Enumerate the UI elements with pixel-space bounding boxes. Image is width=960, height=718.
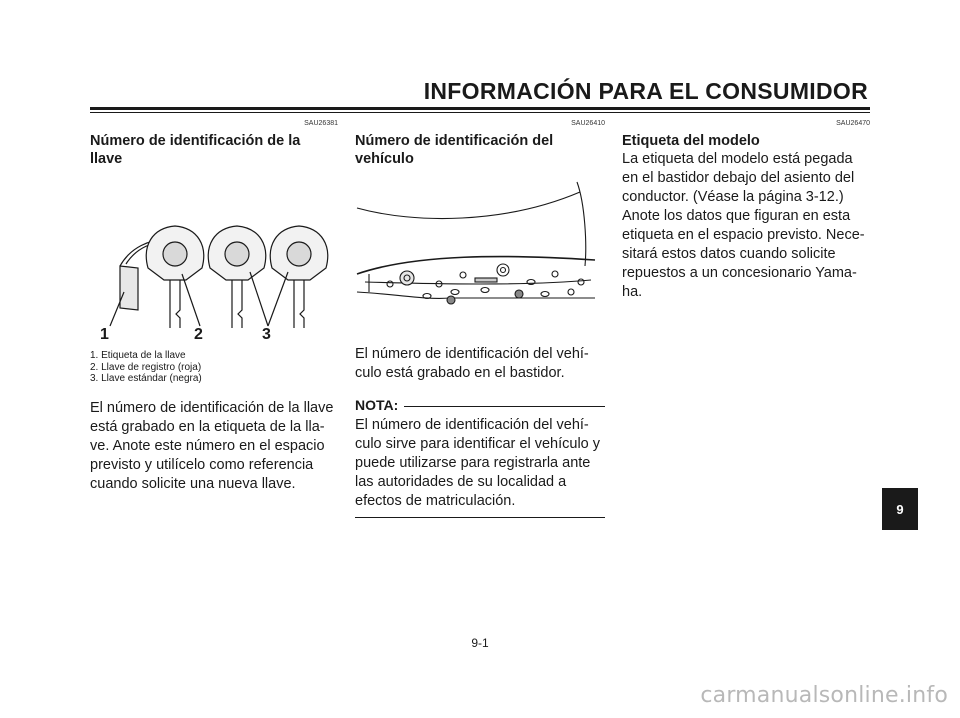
body-line: está grabado en la etiqueta de la lla-: [90, 418, 325, 435]
body-line: ve. Anote este número en el espacio: [90, 437, 325, 454]
body-line: culo está grabado en el bastidor.: [355, 365, 565, 381]
body-line: sitará estos datos cuando solicite: [622, 246, 836, 262]
figure-callout: 3: [262, 326, 271, 343]
section-code: SAU26410: [571, 120, 605, 127]
header-rule: [90, 107, 870, 110]
figure-caption: 1. Etiqueta de la llave: [90, 350, 186, 361]
watermark: carmanualsonline.info: [700, 683, 948, 708]
keys-illustration: [90, 168, 338, 328]
note-label: NOTA:: [355, 397, 404, 413]
header-rule-thin: [90, 112, 870, 113]
body-line: previsto y utilícelo como referencia: [90, 456, 314, 473]
body-line: cuando solicite una nueva llave.: [90, 475, 296, 492]
frame-illustration: [355, 174, 605, 324]
chapter-tab: 9: [882, 488, 918, 530]
heading-line: Número de identificación de la: [90, 133, 301, 149]
heading-line: vehículo: [355, 151, 414, 167]
section-code: SAU26470: [836, 120, 870, 127]
section-vehicle-id: [355, 118, 605, 518]
note-line: las autoridades de su localidad a: [355, 474, 567, 490]
section-heading: [355, 132, 605, 168]
body-line: El número de identificación de la llave: [90, 399, 334, 416]
section-model-label: [622, 118, 870, 302]
figure-captions: [90, 350, 338, 385]
keys-figure: [90, 168, 338, 343]
note-end-rule: [355, 517, 605, 518]
section-heading: [90, 132, 338, 168]
body-line: conductor. (Véase la página 3-12.): [622, 189, 844, 205]
body-line: La etiqueta del modelo está pegada: [622, 151, 853, 167]
heading-line: llave: [90, 151, 123, 167]
note-line: efectos de matriculación.: [355, 493, 516, 509]
body-line: ha.: [622, 284, 643, 300]
page-title: INFORMACIÓN PARA EL CONSUMIDOR: [423, 78, 868, 104]
body-line: repuestos a un concesionario Yama-: [622, 265, 857, 281]
body-line: en el bastidor debajo del asiento del: [622, 170, 855, 186]
figure-caption: 3. Llave estándar (negra): [90, 373, 202, 384]
note-body: [355, 416, 605, 511]
note-line: culo sirve para identificar el vehículo y: [355, 436, 601, 452]
page-number: 9-1: [471, 636, 489, 650]
body-line: etiqueta en el espacio previsto. Nece-: [622, 227, 865, 243]
body-line: Anote los datos que figuran en esta: [622, 208, 851, 224]
body-line: El número de identificación del vehí-: [355, 346, 589, 362]
section-heading: Etiqueta del modelo: [622, 133, 760, 149]
note-line: puede utilizarse para registrarla ante: [355, 455, 591, 471]
frame-figure: [355, 174, 605, 330]
figure-callout: 2: [194, 326, 203, 343]
section-key-id: [90, 118, 338, 494]
note-line: El número de identificación del vehí-: [355, 417, 589, 433]
heading-line: Número de identificación del: [355, 133, 554, 149]
section-body: [622, 150, 870, 302]
section-code: SAU26381: [304, 120, 338, 127]
figure-caption: 2. Llave de registro (roja): [90, 361, 202, 373]
section-body: [355, 345, 605, 383]
section-body: [90, 399, 338, 494]
note-box: [355, 397, 605, 415]
figure-callout: 1: [100, 326, 109, 343]
